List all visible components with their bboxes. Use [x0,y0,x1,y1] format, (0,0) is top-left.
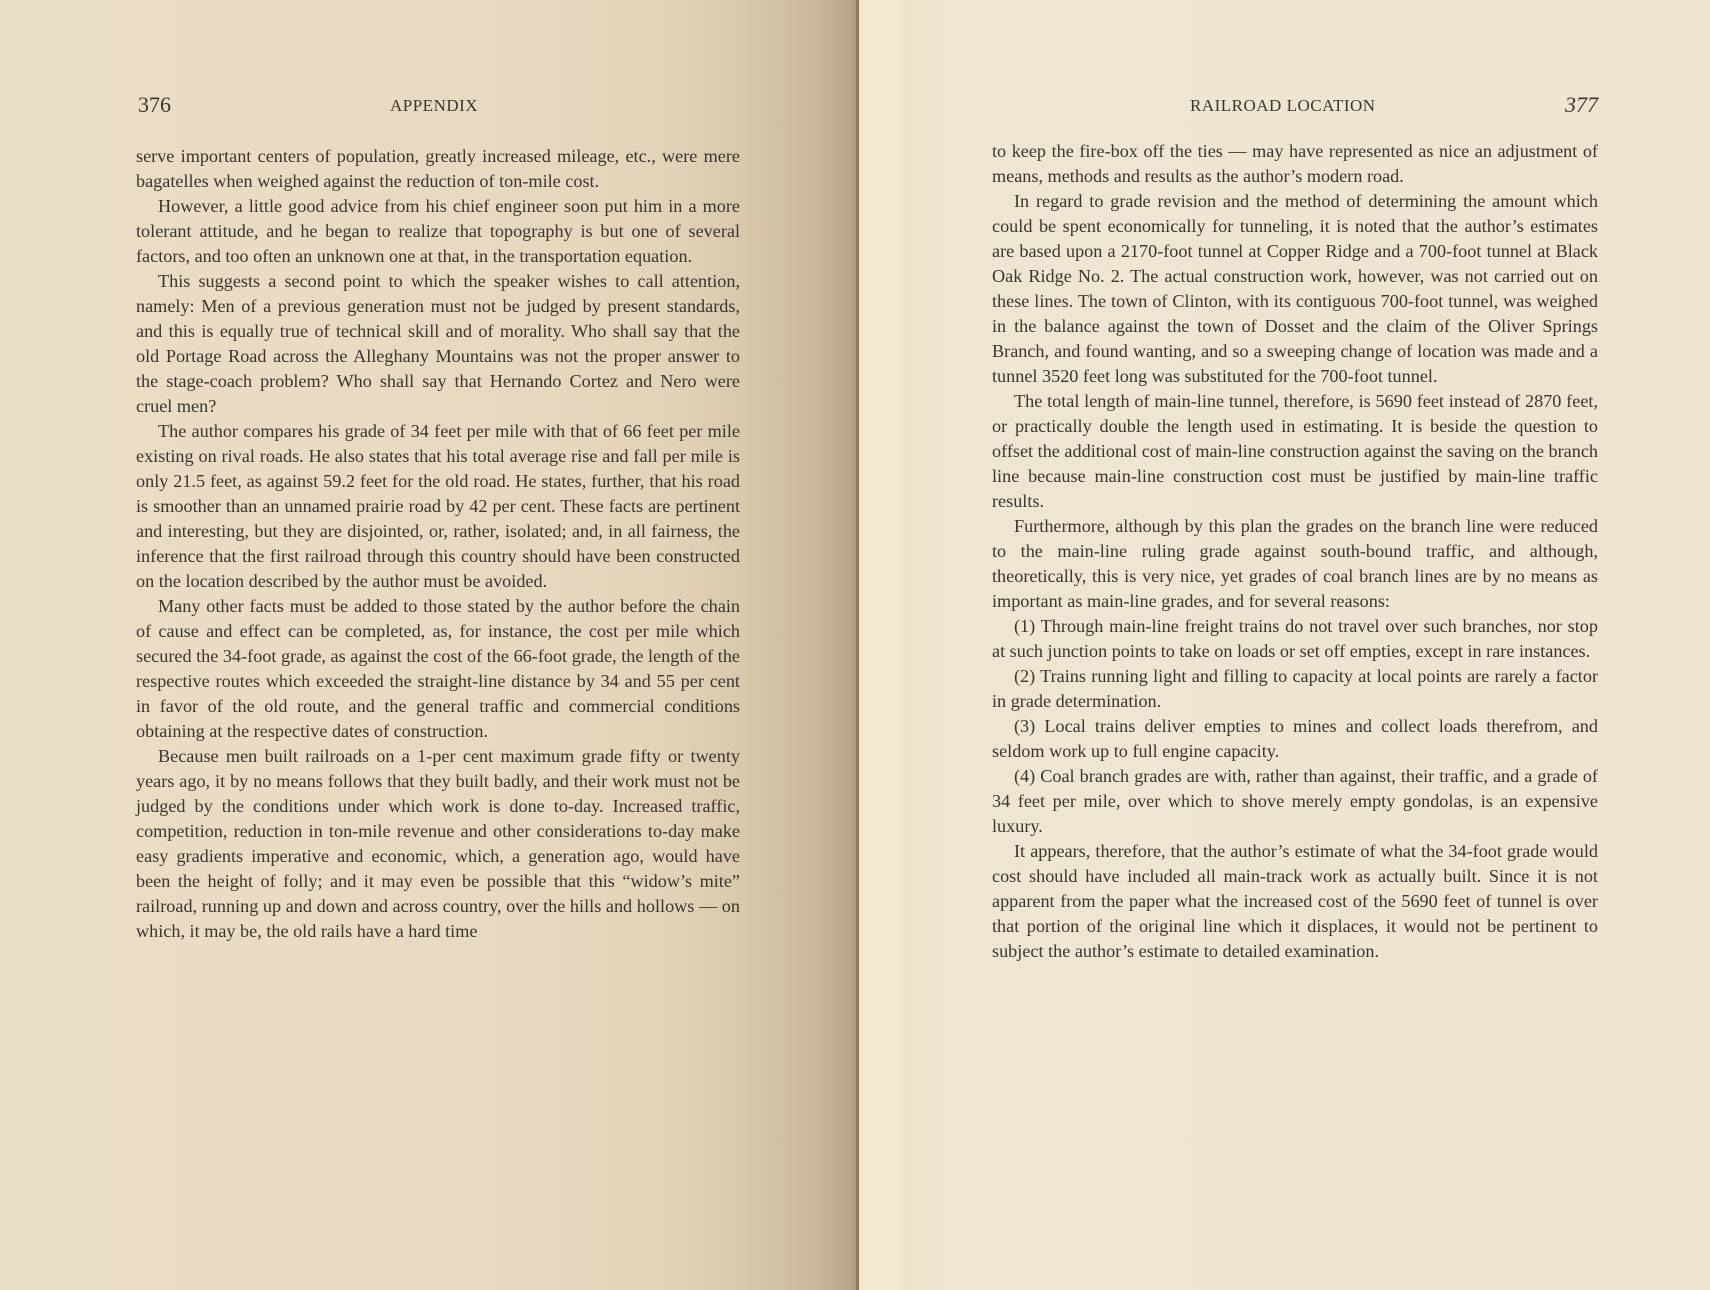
body-text [136,144,740,944]
running-head: RAILROAD LOCATION [1190,96,1376,115]
paragraph: In regard to grade revision and the method of determining the amount which could be spent economically for tunneling, it is noted that the author’s estimates are based upon a 2170-foot tunnel at Copper Ridge and a 700-foot tunnel at Black Oak Ridge No. 2. The actual construction work, however, was not carried out on these lines. The town of Clinton, with its contiguous 700-foot tunnel, was weighed in the balance against the town of Dosset and the claim of the Oliver Springs Branch, and found wanting, and so a sweeping change of location was made and a tunnel 3520 feet long was substituted for the 700-foot tunnel. [992,191,1598,386]
list-item: (3) Local trains deliver empties to mines and collect loads therefrom, and seldom work up to full engine capacity. [992,716,1598,761]
body-text [992,139,1598,964]
paragraph: It appears, therefore, that the author’s estimate of what the 34-foot grade would cost should have included all main-track work as actually built. Since it is not apparent from the paper what the increased cost of the 5690 feet of tunnel is over that portion of the original line which it displaces, it would not be pertinent to subject the author’s estimate to detailed examination. [992,841,1598,961]
paragraph: serve important centers of population, greatly increased mileage, etc., were mere bagatelles when weighed against the reduction of ton-mile cost. [136,146,740,191]
paragraph: Many other facts must be added to those stated by the author before the chain of cause and effect can be completed, as, for instance, the cost per mile which secured the 34-foot grade, as against the cost of the 66-foot grade, the length of the respective routes which exceeded the straight-line distance by 34 and 55 per cent in favor of the old route, and the general traffic and commercial conditions obtaining at the respective dates of construction. [136,596,740,741]
paragraph: to keep the fire-box off the ties — may have represented as nice an adjustment of means, methods and results as the author’s modern road. [992,141,1598,186]
book-gutter [856,0,859,1290]
list-item: (1) Through main-line freight trains do not travel over such branches, nor stop at such junction points to take on loads or set off empties, except in rare instances. [992,616,1598,661]
list-item: (2) Trains running light and filling to capacity at local points are rarely a factor in grade determination. [992,666,1598,711]
paragraph: However, a little good advice from his chief engineer soon put him in a more tolerant attitude, and he began to realize that topography is but one of several factors, and too often an unknown one at that, in the transportation equation. [136,196,740,266]
paragraph: The author compares his grade of 34 feet per mile with that of 66 feet per mile existing on rival roads. He also states that his total average rise and fall per mile is only 21.5 feet, as against 59.2 feet for the old road. He states, further, that his road is smoother than an unnamed prairie road by 42 per cent. These facts are pertinent and interesting, but they are disjointed, or, rather, isolated; and, in all fairness, the inference that the first railroad through this country should have been constructed on the location described by the author must be avoided. [136,421,740,591]
paragraph: Furthermore, although by this plan the grades on the branch line were reduced to the main-line ruling grade against south-bound traffic, and although, theoretically, this is very nice, yet grades of coal branch lines are by no means as important as main-line grades, and for several reasons: [992,516,1598,611]
list-item: (4) Coal branch grades are with, rather than against, their traffic, and a grade of 34 feet per mile, over which to shove merely empty gondolas, is an expensive luxury. [992,766,1598,836]
paragraph: This suggests a second point to which the speaker wishes to call attention, namely: Men of a previous generation must not be judged by present standards, and this is equally true of technical skill and of morality. Who shall say that the old Portage Road across the Alleghany Mountains was not the proper answer to the stage-coach problem? Who shall say that Hernando Cortez and Nero were cruel men? [136,271,740,416]
running-head: APPENDIX [390,96,479,115]
paragraph: The total length of main-line tunnel, therefore, is 5690 feet instead of 2870 feet, or practically double the length used in estimating. It is beside the question to offset the additional cost of main-line construction against the saving on the branch line because main-line construction cost must be justified by main-line traffic results. [992,391,1598,511]
page-number: 377 [1565,92,1598,117]
page-number: 376 [138,92,171,117]
paragraph: Because men built railroads on a 1-per cent maximum grade fifty or twenty years ago, it by no means follows that they built badly, and their work must not be judged by the conditions under which work is done to-day. Increased traffic, competition, reduction in ton-mile revenue and other considerations to-day make easy gradients imperative and economic, which, a generation ago, would have been the height of folly; and it may even be possible that this “widow’s mite” railroad, running up and down and across country, over the hills and hollows — on which, it may be, the old rails have a hard time [136,746,740,941]
